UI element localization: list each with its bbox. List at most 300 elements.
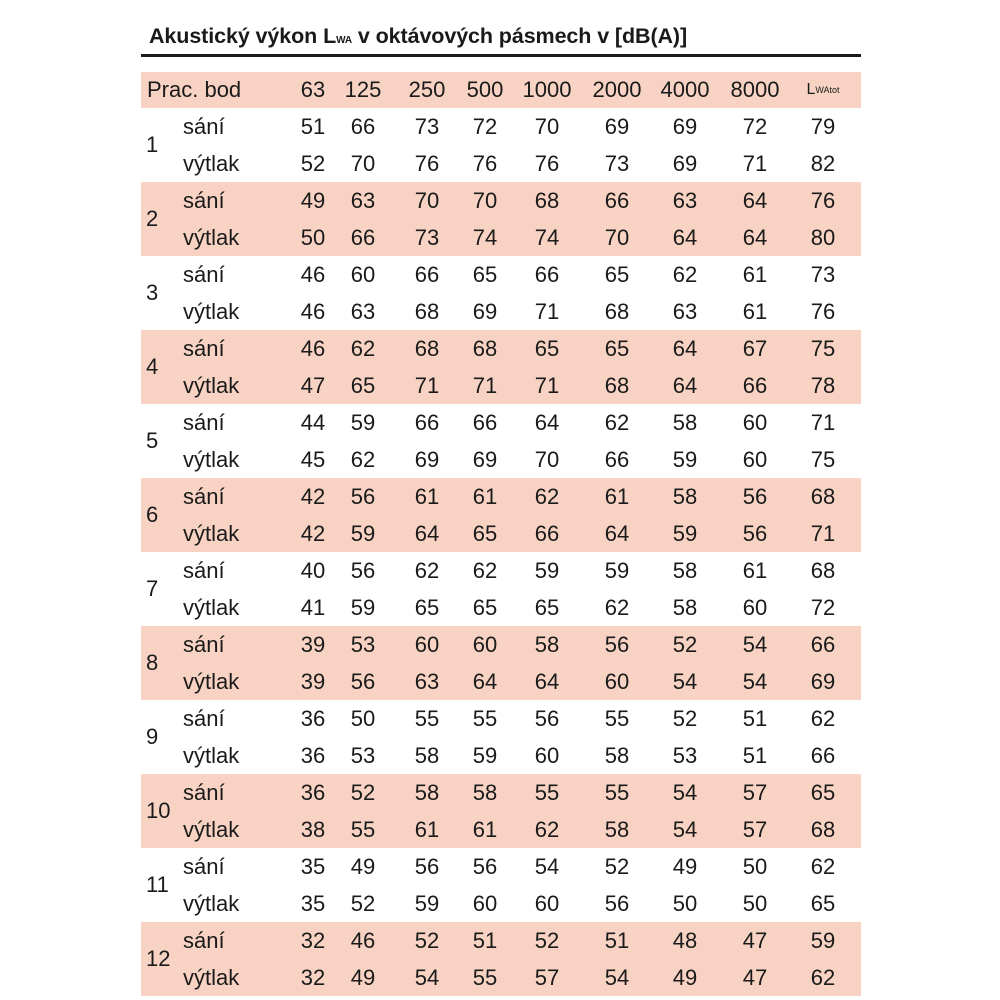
- band-value-cell: 58: [604, 742, 630, 768]
- band-value-cell: 70: [472, 187, 498, 213]
- band-value-cell: 69: [472, 446, 498, 472]
- header-total-subscript: WAtot: [815, 85, 840, 95]
- band-value-cell: 35: [300, 890, 326, 916]
- band-value-cell: 73: [414, 113, 440, 139]
- band-value-cell: 66: [414, 409, 440, 435]
- band-value-cell: 56: [350, 483, 376, 509]
- band-value-cell: 69: [472, 298, 498, 324]
- table-row: [141, 552, 861, 589]
- title-underline: [141, 54, 861, 57]
- band-value-cell: 46: [300, 335, 326, 361]
- band-value-cell: 60: [472, 890, 498, 916]
- total-value-cell: 75: [810, 446, 836, 472]
- band-value-cell: 54: [414, 964, 440, 990]
- band-value-cell: 61: [742, 261, 768, 287]
- total-value-cell: 68: [810, 557, 836, 583]
- table-row-group: [141, 922, 861, 996]
- title-text-rest: v oktávových pásmech v [dB(A)]: [352, 24, 688, 48]
- table-row: [141, 663, 861, 700]
- band-value-cell: 56: [742, 483, 768, 509]
- band-value-cell: 55: [472, 964, 498, 990]
- row-type-discharge: výtlak: [183, 594, 240, 620]
- band-value-cell: 51: [604, 927, 630, 953]
- table-row: [141, 885, 861, 922]
- table-row: [141, 811, 861, 848]
- band-value-cell: 53: [350, 631, 376, 657]
- band-value-cell: 56: [604, 890, 630, 916]
- band-value-cell: 62: [350, 335, 376, 361]
- row-type-discharge: výtlak: [183, 742, 240, 768]
- band-value-cell: 59: [534, 557, 560, 583]
- band-value-cell: 62: [472, 557, 498, 583]
- band-value-cell: 54: [742, 668, 768, 694]
- band-value-cell: 59: [604, 557, 630, 583]
- band-value-cell: 41: [300, 594, 326, 620]
- total-value-cell: 62: [810, 705, 836, 731]
- band-value-cell: 55: [534, 779, 560, 805]
- table-row: [141, 367, 861, 404]
- band-value-cell: 52: [672, 631, 698, 657]
- row-type-discharge: výtlak: [183, 150, 240, 176]
- table-row-group: [141, 700, 861, 774]
- band-value-cell: 69: [414, 446, 440, 472]
- band-value-cell: 58: [672, 557, 698, 583]
- band-value-cell: 57: [742, 779, 768, 805]
- table-row-group: [141, 182, 861, 256]
- band-value-cell: 63: [672, 187, 698, 213]
- band-value-cell: 60: [742, 446, 768, 472]
- band-value-cell: 59: [414, 890, 440, 916]
- band-value-cell: 32: [300, 964, 326, 990]
- work-point-number: 2: [146, 206, 159, 231]
- band-value-cell: 50: [742, 890, 768, 916]
- total-value-cell: 66: [810, 742, 836, 768]
- band-value-cell: 65: [350, 372, 376, 398]
- band-value-cell: 68: [534, 187, 560, 213]
- band-value-cell: 44: [300, 409, 326, 435]
- band-value-cell: 67: [742, 335, 768, 361]
- row-type-discharge: výtlak: [183, 372, 240, 398]
- band-value-cell: 52: [350, 890, 376, 916]
- table-row: [141, 589, 861, 626]
- row-type-discharge: výtlak: [183, 668, 240, 694]
- table-row: [141, 774, 861, 811]
- band-value-cell: 46: [300, 261, 326, 287]
- row-type-suction: sání: [183, 483, 225, 509]
- band-value-cell: 68: [414, 335, 440, 361]
- band-value-cell: 65: [472, 520, 498, 546]
- header-band: 8000: [730, 77, 780, 102]
- band-value-cell: 63: [672, 298, 698, 324]
- band-value-cell: 69: [604, 113, 630, 139]
- band-value-cell: 66: [604, 446, 630, 472]
- row-type-suction: sání: [183, 705, 225, 731]
- band-value-cell: 64: [672, 335, 698, 361]
- band-value-cell: 56: [604, 631, 630, 657]
- row-type-discharge: výtlak: [183, 446, 240, 472]
- band-value-cell: 51: [742, 705, 768, 731]
- band-value-cell: 55: [414, 705, 440, 731]
- band-value-cell: 59: [350, 594, 376, 620]
- band-value-cell: 58: [472, 779, 498, 805]
- band-value-cell: 56: [742, 520, 768, 546]
- band-value-cell: 61: [472, 816, 498, 842]
- band-value-cell: 74: [534, 224, 560, 250]
- band-value-cell: 60: [604, 668, 630, 694]
- band-value-cell: 53: [672, 742, 698, 768]
- work-point-number: 3: [146, 280, 159, 305]
- total-value-cell: 76: [810, 187, 836, 213]
- header-point-label: Prac. bod: [147, 77, 242, 102]
- band-value-cell: 62: [604, 594, 630, 620]
- band-value-cell: 64: [742, 224, 768, 250]
- work-point-number: 5: [146, 428, 159, 453]
- band-value-cell: 49: [300, 187, 326, 213]
- total-value-cell: 79: [810, 113, 836, 139]
- band-value-cell: 42: [300, 483, 326, 509]
- band-value-cell: 62: [534, 816, 560, 842]
- band-value-cell: 50: [300, 224, 326, 250]
- total-value-cell: 82: [810, 150, 836, 176]
- total-value-cell: 80: [810, 224, 836, 250]
- total-value-cell: 75: [810, 335, 836, 361]
- band-value-cell: 61: [414, 483, 440, 509]
- band-value-cell: 58: [414, 779, 440, 805]
- band-value-cell: 68: [604, 372, 630, 398]
- band-value-cell: 65: [604, 261, 630, 287]
- band-value-cell: 66: [534, 520, 560, 546]
- band-value-cell: 45: [300, 446, 326, 472]
- band-value-cell: 52: [414, 927, 440, 953]
- band-value-cell: 59: [350, 409, 376, 435]
- table-row-group: [141, 108, 861, 182]
- total-value-cell: 68: [810, 483, 836, 509]
- total-value-cell: 71: [810, 409, 836, 435]
- work-point-number: 8: [146, 650, 159, 675]
- band-value-cell: 63: [350, 187, 376, 213]
- table-row: [141, 404, 861, 441]
- band-value-cell: 59: [672, 520, 698, 546]
- band-value-cell: 54: [672, 779, 698, 805]
- work-point-number: 11: [146, 872, 169, 897]
- band-value-cell: 70: [534, 446, 560, 472]
- band-value-cell: 39: [300, 631, 326, 657]
- row-type-discharge: výtlak: [183, 298, 240, 324]
- header-row: [141, 72, 861, 108]
- table-row: [141, 108, 861, 145]
- band-value-cell: 58: [672, 483, 698, 509]
- row-type-suction: sání: [183, 261, 225, 287]
- band-value-cell: 68: [472, 335, 498, 361]
- row-type-discharge: výtlak: [183, 964, 240, 990]
- band-value-cell: 49: [350, 853, 376, 879]
- band-value-cell: 65: [472, 261, 498, 287]
- row-type-suction: sání: [183, 187, 225, 213]
- band-value-cell: 42: [300, 520, 326, 546]
- table-title: [149, 18, 687, 54]
- total-value-cell: 65: [810, 890, 836, 916]
- band-value-cell: 36: [300, 779, 326, 805]
- band-value-cell: 66: [472, 409, 498, 435]
- header-total-text: L: [806, 81, 816, 98]
- band-value-cell: 71: [534, 298, 560, 324]
- band-value-cell: 62: [534, 483, 560, 509]
- band-value-cell: 64: [414, 520, 440, 546]
- band-value-cell: 66: [742, 372, 768, 398]
- band-value-cell: 59: [350, 520, 376, 546]
- band-value-cell: 55: [604, 705, 630, 731]
- work-point-number: 7: [146, 576, 159, 601]
- band-value-cell: 64: [742, 187, 768, 213]
- band-value-cell: 49: [672, 964, 698, 990]
- band-value-cell: 47: [300, 372, 326, 398]
- band-value-cell: 64: [472, 668, 498, 694]
- row-type-suction: sání: [183, 631, 225, 657]
- total-value-cell: 59: [810, 927, 836, 953]
- band-value-cell: 73: [414, 224, 440, 250]
- work-point-number: 4: [146, 354, 159, 379]
- total-value-cell: 76: [810, 298, 836, 324]
- table-row: [141, 145, 861, 182]
- band-value-cell: 71: [534, 372, 560, 398]
- band-value-cell: 49: [672, 853, 698, 879]
- band-value-cell: 36: [300, 742, 326, 768]
- table-row: [141, 293, 861, 330]
- band-value-cell: 52: [534, 927, 560, 953]
- band-value-cell: 35: [300, 853, 326, 879]
- band-value-cell: 65: [534, 594, 560, 620]
- band-value-cell: 55: [604, 779, 630, 805]
- band-value-cell: 70: [604, 224, 630, 250]
- band-value-cell: 40: [300, 557, 326, 583]
- table-row: [141, 256, 861, 293]
- band-value-cell: 46: [350, 927, 376, 953]
- band-value-cell: 65: [414, 594, 440, 620]
- band-value-cell: 62: [604, 409, 630, 435]
- work-point-number: 12: [146, 946, 171, 971]
- table-row-group: [141, 848, 861, 922]
- band-value-cell: 58: [672, 409, 698, 435]
- band-value-cell: 52: [604, 853, 630, 879]
- band-value-cell: 54: [672, 816, 698, 842]
- total-value-cell: 69: [810, 668, 836, 694]
- table-row-group: [141, 626, 861, 700]
- band-value-cell: 65: [534, 335, 560, 361]
- band-value-cell: 62: [672, 261, 698, 287]
- header-total: [793, 72, 853, 108]
- band-value-cell: 63: [414, 668, 440, 694]
- band-value-cell: 55: [472, 705, 498, 731]
- table-row: [141, 922, 861, 959]
- table-row: [141, 478, 861, 515]
- band-value-cell: 52: [672, 705, 698, 731]
- total-value-cell: 66: [810, 631, 836, 657]
- band-value-cell: 71: [414, 372, 440, 398]
- band-value-cell: 53: [350, 742, 376, 768]
- band-value-cell: 69: [672, 113, 698, 139]
- table-row: [141, 959, 861, 996]
- band-value-cell: 60: [742, 409, 768, 435]
- header-band: 1000: [522, 77, 572, 102]
- header-band: 250: [408, 77, 446, 102]
- band-value-cell: 48: [672, 927, 698, 953]
- band-value-cell: 60: [742, 594, 768, 620]
- work-point-number: 1: [146, 132, 159, 157]
- band-value-cell: 61: [742, 557, 768, 583]
- band-value-cell: 63: [350, 298, 376, 324]
- band-value-cell: 61: [414, 816, 440, 842]
- table-row: [141, 219, 861, 256]
- band-value-cell: 36: [300, 705, 326, 731]
- band-value-cell: 66: [534, 261, 560, 287]
- total-value-cell: 68: [810, 816, 836, 842]
- row-type-suction: sání: [183, 779, 225, 805]
- band-value-cell: 58: [672, 594, 698, 620]
- band-value-cell: 56: [414, 853, 440, 879]
- header-band: 4000: [660, 77, 710, 102]
- row-type-suction: sání: [183, 113, 225, 139]
- total-value-cell: 71: [810, 520, 836, 546]
- band-value-cell: 61: [742, 298, 768, 324]
- band-value-cell: 39: [300, 668, 326, 694]
- band-value-cell: 64: [534, 409, 560, 435]
- band-value-cell: 65: [472, 594, 498, 620]
- row-type-discharge: výtlak: [183, 890, 240, 916]
- table-row-group: [141, 330, 861, 404]
- band-value-cell: 54: [534, 853, 560, 879]
- band-value-cell: 54: [672, 668, 698, 694]
- band-value-cell: 64: [604, 520, 630, 546]
- title-subscript: WA: [336, 35, 353, 46]
- band-value-cell: 66: [350, 113, 376, 139]
- band-value-cell: 59: [472, 742, 498, 768]
- band-value-cell: 56: [350, 668, 376, 694]
- band-value-cell: 60: [472, 631, 498, 657]
- table-row-group: [141, 256, 861, 330]
- band-value-cell: 57: [742, 816, 768, 842]
- band-value-cell: 76: [534, 150, 560, 176]
- band-value-cell: 74: [472, 224, 498, 250]
- band-value-cell: 73: [604, 150, 630, 176]
- table-row: [141, 515, 861, 552]
- band-value-cell: 56: [534, 705, 560, 731]
- band-value-cell: 50: [672, 890, 698, 916]
- row-type-discharge: výtlak: [183, 520, 240, 546]
- band-value-cell: 54: [742, 631, 768, 657]
- row-type-suction: sání: [183, 335, 225, 361]
- band-value-cell: 66: [350, 224, 376, 250]
- table-row: [141, 330, 861, 367]
- band-value-cell: 64: [534, 668, 560, 694]
- row-type-discharge: výtlak: [183, 224, 240, 250]
- band-value-cell: 52: [300, 150, 326, 176]
- band-value-cell: 69: [672, 150, 698, 176]
- band-value-cell: 50: [350, 705, 376, 731]
- band-value-cell: 71: [742, 150, 768, 176]
- title-text: Akustický výkon L: [149, 24, 337, 48]
- band-value-cell: 56: [472, 853, 498, 879]
- band-value-cell: 66: [414, 261, 440, 287]
- band-value-cell: 62: [350, 446, 376, 472]
- band-value-cell: 57: [534, 964, 560, 990]
- work-point-number: 10: [146, 798, 171, 823]
- band-value-cell: 51: [472, 927, 498, 953]
- band-value-cell: 60: [350, 261, 376, 287]
- band-value-cell: 38: [300, 816, 326, 842]
- band-value-cell: 65: [604, 335, 630, 361]
- header-band: 63: [300, 77, 326, 102]
- band-value-cell: 56: [350, 557, 376, 583]
- table-row: [141, 848, 861, 885]
- band-value-cell: 55: [350, 816, 376, 842]
- row-type-suction: sání: [183, 409, 225, 435]
- band-value-cell: 61: [604, 483, 630, 509]
- table-row: [141, 700, 861, 737]
- band-value-cell: 50: [742, 853, 768, 879]
- band-value-cell: 70: [350, 150, 376, 176]
- total-value-cell: 72: [810, 594, 836, 620]
- band-value-cell: 66: [604, 187, 630, 213]
- band-value-cell: 60: [534, 890, 560, 916]
- header-band: 125: [344, 77, 382, 102]
- band-value-cell: 64: [672, 372, 698, 398]
- band-value-cell: 54: [604, 964, 630, 990]
- table-row-group: [141, 404, 861, 478]
- total-value-cell: 62: [810, 853, 836, 879]
- total-value-cell: 78: [810, 372, 836, 398]
- band-value-cell: 60: [414, 631, 440, 657]
- header-band: 500: [466, 77, 504, 102]
- total-value-cell: 73: [810, 261, 836, 287]
- band-value-cell: 52: [350, 779, 376, 805]
- table-row-group: [141, 552, 861, 626]
- band-value-cell: 72: [742, 113, 768, 139]
- band-value-cell: 60: [534, 742, 560, 768]
- band-value-cell: 49: [350, 964, 376, 990]
- work-point-number: 9: [146, 724, 159, 749]
- band-value-cell: 64: [672, 224, 698, 250]
- band-value-cell: 47: [742, 927, 768, 953]
- row-type-suction: sání: [183, 557, 225, 583]
- band-value-cell: 76: [472, 150, 498, 176]
- table-row: [141, 626, 861, 663]
- table-row: [141, 441, 861, 478]
- band-value-cell: 59: [672, 446, 698, 472]
- row-type-discharge: výtlak: [183, 816, 240, 842]
- band-value-cell: 70: [534, 113, 560, 139]
- table-row: [141, 182, 861, 219]
- band-value-cell: 68: [604, 298, 630, 324]
- band-value-cell: 51: [742, 742, 768, 768]
- total-value-cell: 62: [810, 964, 836, 990]
- header-band: 2000: [592, 77, 642, 102]
- band-value-cell: 58: [414, 742, 440, 768]
- band-value-cell: 58: [534, 631, 560, 657]
- band-value-cell: 70: [414, 187, 440, 213]
- work-point-number: 6: [146, 502, 159, 527]
- table-row-group: [141, 774, 861, 848]
- band-value-cell: 76: [414, 150, 440, 176]
- table-row: [141, 737, 861, 774]
- band-value-cell: 62: [414, 557, 440, 583]
- band-value-cell: 32: [300, 927, 326, 953]
- row-type-suction: sání: [183, 927, 225, 953]
- table-row-group: [141, 478, 861, 552]
- band-value-cell: 68: [414, 298, 440, 324]
- band-value-cell: 72: [472, 113, 498, 139]
- band-value-cell: 47: [742, 964, 768, 990]
- band-value-cell: 51: [300, 113, 326, 139]
